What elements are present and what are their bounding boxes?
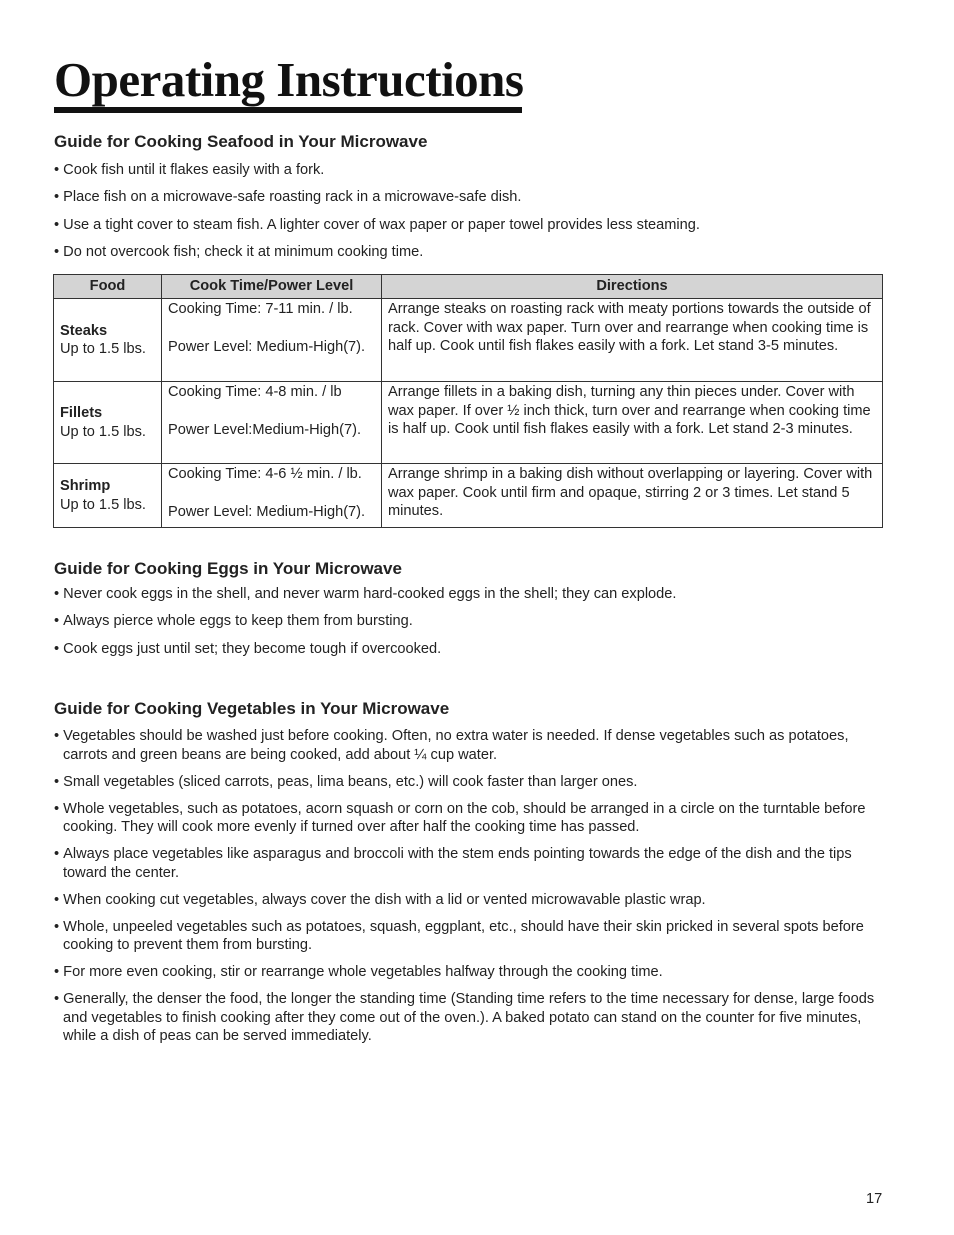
seafood-heading: Guide for Cooking Seafood in Your Microwave <box>54 132 428 151</box>
list-item: • Whole, unpeeled vegetables such as potatoes, squash, eggplant, etc., should have their skin pricked in several spots before cooking to prevent them from bursting. <box>54 918 889 955</box>
food-name: Shrimp <box>60 478 111 494</box>
table-row <box>54 464 883 528</box>
table-header-row <box>54 275 883 299</box>
list-item: • Use a tight cover to steam fish. A lighter cover of wax paper or paper towel provides less steaming. <box>54 216 889 235</box>
food-cell <box>54 382 162 464</box>
list-item: • Never cook eggs in the shell, and never warm hard-cooked eggs in the shell; they can explode. <box>54 585 889 604</box>
cook-time: Cooking Time: 7-11 min. / lb. <box>168 301 353 317</box>
column-header-directions: Directions <box>382 275 883 299</box>
food-weight: Up to 1.5 lbs. <box>60 341 146 357</box>
directions-cell: Arrange fillets in a baking dish, turning any thin pieces under. Cover with wax paper. If over ½ inch thick, turn over and rearrange when cooking time is half up. Cook until fish flakes easily with a fork. Let stand 2-3 minutes. <box>382 382 883 464</box>
eggs-heading: Guide for Cooking Eggs in Your Microwave <box>54 559 402 578</box>
column-header-food: Food <box>54 275 162 299</box>
vegetables-bullet-list <box>54 727 889 1046</box>
directions-cell: Arrange steaks on roasting rack with meaty portions towards the outside of rack. Cover with wax paper. Turn over and rearrange when cooking time is half up. Cook until fish flakes easily with a fork. Let stand 3-5 minutes. <box>382 299 883 382</box>
list-item: • Always pierce whole eggs to keep them from bursting. <box>54 612 889 631</box>
list-item: • Whole vegetables, such as potatoes, acorn squash or corn on the cob, should be arranged in a circle on the turntable before cooking. They will cook more evenly if turned over after half the cooking time has passed. <box>54 800 889 837</box>
vegetables-heading: Guide for Cooking Vegetables in Your Microwave <box>54 699 450 718</box>
table-row <box>54 299 883 382</box>
cook-time: Cooking Time: 4-6 ½ min. / lb. <box>168 466 362 482</box>
food-name: Steaks <box>60 322 108 339</box>
title-underline <box>54 107 522 113</box>
list-item: • Cook fish until it flakes easily with a fork. <box>54 161 889 180</box>
eggs-section <box>54 558 889 658</box>
power-level: Power Level: Medium-High(7). <box>168 503 366 520</box>
eggs-bullet-list <box>54 585 889 658</box>
page-number: 17 <box>866 1191 883 1207</box>
cook-time-cell <box>162 464 382 528</box>
page-title: Operating Instructions <box>54 52 524 107</box>
food-weight: Up to 1.5 lbs. <box>60 423 146 440</box>
list-item: • Cook eggs just until set; they become tough if overcooked. <box>54 640 889 659</box>
list-item: • Do not overcook fish; check it at minimum cooking time. <box>54 243 889 262</box>
power-level: Power Level: Medium-High(7). <box>168 338 366 355</box>
list-item: • For more even cooking, stir or rearrange whole vegetables halfway through the cooking time. <box>54 963 889 982</box>
seafood-bullet-list <box>54 161 889 261</box>
food-weight: Up to 1.5 lbs. <box>60 496 146 513</box>
table-row <box>54 382 883 464</box>
list-item: • Small vegetables (sliced carrots, peas, lima beans, etc.) will cook faster than larger ones. <box>54 773 889 792</box>
power-level: Power Level:Medium-High(7). <box>168 421 362 438</box>
directions-cell: Arrange shrimp in a baking dish without overlapping or layering. Cover with wax paper. Cook until firm and opaque, stirring 2 or 3 times. Let stand 5 minutes. <box>382 464 883 528</box>
cook-time-cell <box>162 299 382 382</box>
seafood-section <box>54 131 889 261</box>
vegetables-section <box>54 698 889 1046</box>
column-header-cook-time: Cook Time/Power Level <box>162 275 382 299</box>
seafood-cooking-table <box>53 274 883 528</box>
cook-time: Cooking Time: 4-8 min. / lb <box>168 384 342 400</box>
list-item: • Always place vegetables like asparagus and broccoli with the stem ends pointing towards the edge of the dish and the tips toward the center. <box>54 845 889 882</box>
list-item: • Vegetables should be washed just before cooking. Often, no extra water is needed. If dense vegetables such as potatoes, carrots and green beans are being cooked, add about ¼ cup water. <box>54 727 889 764</box>
cook-time-cell <box>162 382 382 464</box>
food-name: Fillets <box>60 405 103 421</box>
list-item: • When cooking cut vegetables, always cover the dish with a lid or vented microwavable plastic wrap. <box>54 891 889 910</box>
food-cell <box>54 299 162 382</box>
food-cell <box>54 464 162 528</box>
list-item: • Place fish on a microwave-safe roasting rack in a microwave-safe dish. <box>54 188 889 207</box>
list-item: • Generally, the denser the food, the longer the standing time (Standing time refers to the time necessary for dense, large foods and vegetables to finish cooking after they come out of the oven.). A baked potato can stand on the counter for five minutes, while a dish of peas can be served immediately. <box>54 990 889 1046</box>
